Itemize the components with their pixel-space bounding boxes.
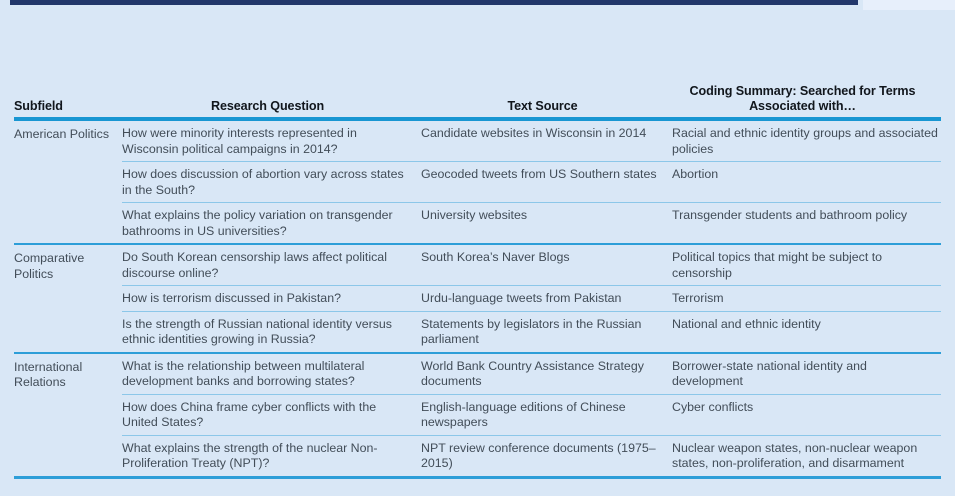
coding-summary-cell: Nuclear weapon states, non-nuclear weapon states, non-proliferation, and disarmament [672,440,918,470]
col-header-research-question: Research Question [210,98,325,113]
coding-summary-cell: Borrower-state national identity and development [672,358,867,388]
subfield-label: International Relations [14,359,83,389]
col-header-text-source: Text Source [507,98,578,113]
research-question-cell: How does China frame cyber conflicts with the United States? [122,399,377,429]
table-row [122,354,941,395]
subfield-group [14,354,941,479]
table-row [122,162,941,203]
text-source-cell: Geocoded tweets from US Southern states [421,167,657,181]
coding-summary-cell: Transgender students and bathroom policy [672,208,908,222]
text-source-cell: Urdu-language tweets from Pakistan [421,291,622,305]
subfield-group [14,121,941,245]
group-rows [122,121,941,243]
research-question-cell: How does discussion of abortion vary across states in the South? [122,167,404,197]
text-source-cell: University websites [421,208,528,222]
research-question-cell: What is the relationship between multilateral development banks and borrowing states? [122,358,365,388]
group-rows [122,354,941,476]
table-row [122,286,941,312]
study-table [14,0,941,479]
coding-summary-cell: Terrorism [672,291,724,305]
research-question-cell: How were minority interests represented in Wisconsin political campaigns in 2014? [122,126,357,156]
research-question-cell: Do South Korean censorship laws affect political discourse online? [122,250,387,280]
text-source-cell: South Korea’s Naver Blogs [421,250,570,264]
text-source-cell: English-language editions of Chinese newspapers [421,399,626,429]
subfield-label: Comparative Politics [14,251,85,281]
coding-summary-cell: National and ethnic identity [672,316,821,331]
subfield-label: American Politics [14,127,110,141]
text-source-cell: NPT review conference documents (1975–2015) [421,440,656,470]
research-question-cell: How is terrorism discussed in Pakistan? [122,291,341,305]
text-source-cell: World Bank Country Assistance Strategy documents [421,358,644,388]
text-source-cell: Statements by legislators in the Russian parliament [421,316,642,346]
table-header-row [14,0,941,121]
coding-summary-cell: Cyber conflicts [672,399,754,414]
research-question-cell: What explains the strength of the nuclear Non-Proliferation Treaty (NPT)? [122,440,378,470]
coding-summary-cell: Abortion [672,167,719,181]
table-row [122,395,941,436]
research-question-cell: What explains the policy variation on transgender bathrooms in US universities? [122,208,393,238]
table-row [122,245,941,286]
col-header-subfield: Subfield [14,98,63,113]
table-body [14,121,941,479]
table-row [122,121,941,162]
table-row [122,312,941,352]
text-source-cell: Candidate websites in Wisconsin in 2014 [421,126,647,140]
coding-summary-cell: Racial and ethnic identity groups and associated policies [672,126,938,156]
coding-summary-cell: Political topics that might be subject to censorship [672,250,883,280]
group-rows [122,245,941,352]
research-question-cell: Is the strength of Russian national identity versus ethnic identities growing in Russia? [122,316,392,346]
table-row [122,436,941,476]
col-header-coding-summary: Coding Summary: Searched for Terms Associated with… [689,84,916,113]
table-row [122,203,941,243]
subfield-group [14,245,941,354]
